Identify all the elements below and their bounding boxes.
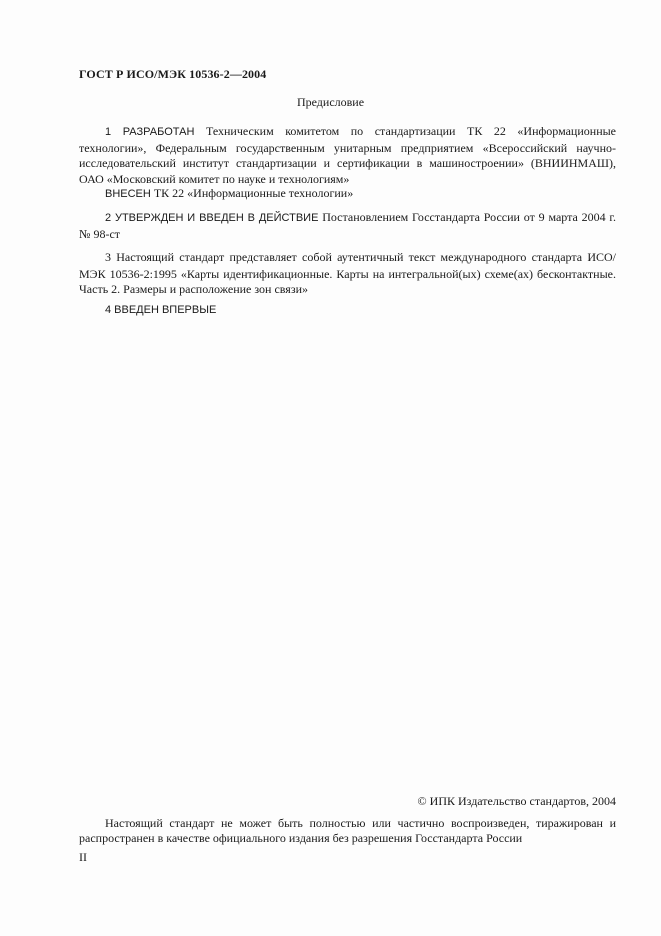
document-code-header: ГОСТ Р ИСО/МЭК 10536-2—2004	[79, 67, 267, 81]
paragraph-approved	[79, 210, 616, 242]
preface-title: Предисловие	[296, 95, 365, 109]
copyright-line: © ИПК Издательство стандартов, 2004	[417, 794, 616, 808]
paragraph-lead: 1 РАЗРАБОТАН	[105, 126, 195, 138]
paragraph-text: ТК 22 «Информационные технологии»	[150, 186, 354, 200]
paragraph-authentic-text	[79, 250, 616, 298]
paragraph-lead: ВНЕСЕН	[105, 188, 151, 200]
paragraph-lead: 2 УТВЕРЖДЕН И ВВЕДЕН В ДЕЙСТВИЕ	[105, 212, 319, 224]
paragraph-text: Постановлением Госстандарта России от 9 марта 2004 г. № 98-ст	[79, 210, 616, 241]
page-number: II	[79, 850, 87, 864]
paragraph-developed-by	[79, 124, 616, 187]
paragraph-introduced-by	[79, 186, 616, 203]
paragraph-lead: 4 ВВЕДЕН ВПЕРВЫЕ	[105, 304, 217, 316]
paragraph-first-introduced	[79, 302, 616, 319]
paragraph-text: 3 Настоящий стандарт представляет собой аутентичный текст международного стандарта ИСО/МЭК 10536-2:1995 «Карты идентификационные. Карты на интегральной(ых) схеме(ах) бесконтактные. Часть 2. Размеры и расположение зон связи»	[79, 250, 616, 296]
reproduction-notice: Настоящий стандарт не может быть полностью или частично воспроизведен, тиражирован и распространен в качестве официального издания без разрешения Госстандарта России	[79, 816, 616, 845]
paragraph-text: Техническим комитетом по стандартизации ТК 22 «Информационные технологии», Федеральным государственным унитарным предприятием «Всероссийский научно-исследовательский институт стандартизации и сертификации в машиностроении» (ВНИИНМАШ), ОАО «Московский комитет по науке и технологиям»	[79, 124, 616, 186]
